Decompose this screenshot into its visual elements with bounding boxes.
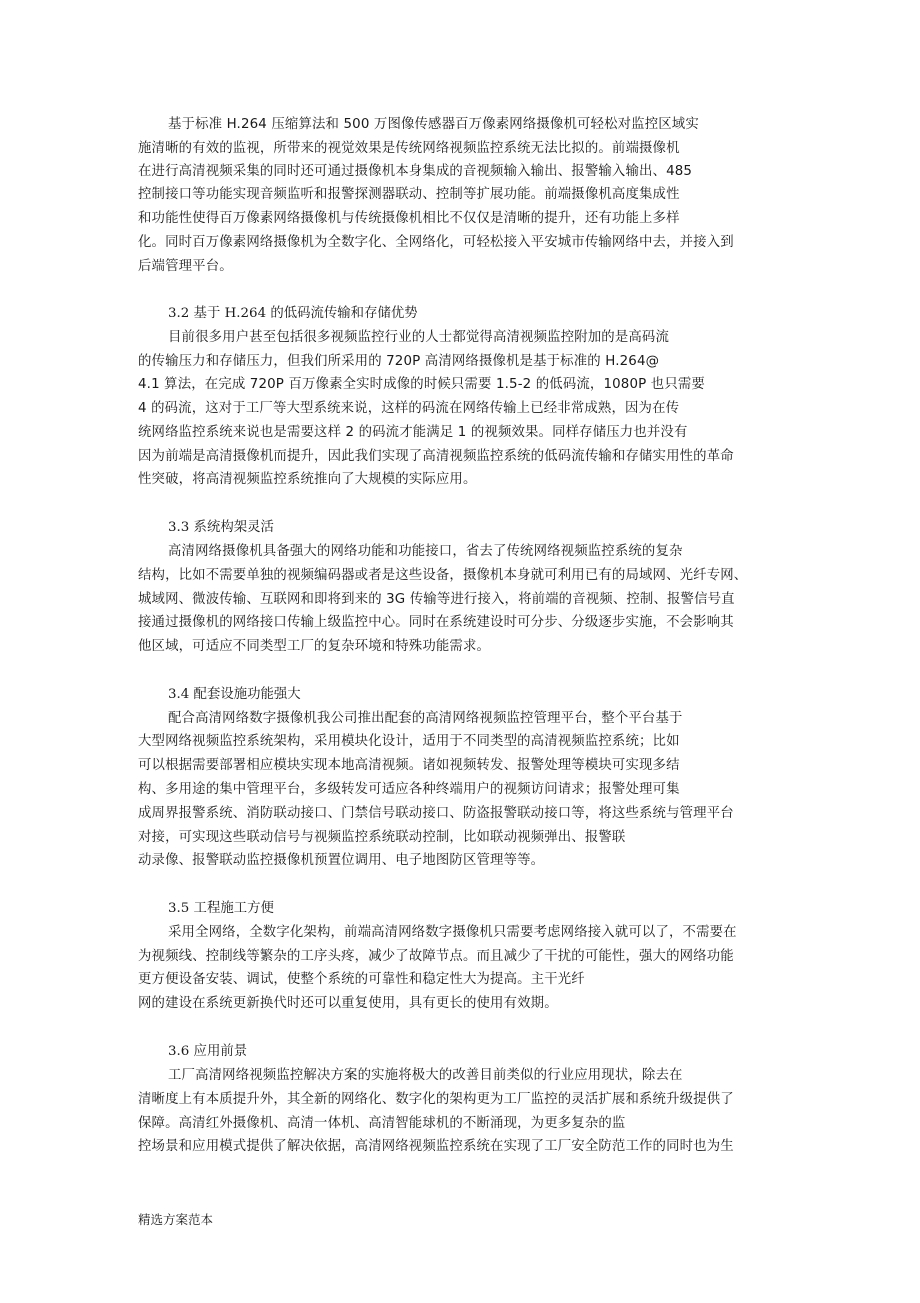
page-footer: 精选方案范本 — [138, 1212, 214, 1227]
paragraph-line: 后端管理平台。 — [138, 259, 233, 274]
paragraph-line: 构、多用途的集中管理平台，多级转发可适应各种终端用户的视频访问请求；报警处理可集 — [138, 782, 680, 797]
paragraph-line: 高清网络摄像机具备强大的网络功能和功能接口，省去了传统网络视频监控系统的复杂 — [168, 544, 683, 559]
paragraph-line: 为视频线、控制线等繁杂的工序头疼，减少了故障节点。而且减少了干扰的可能性，强大的网络功能 — [138, 949, 734, 964]
section-heading-3-3: 3.3 系统构架灵活 — [168, 520, 274, 535]
paragraph-line: 的传输压力和存储压力，但我们所采用的 720P 高清网络摄像机是基于标准的 H.264@ — [138, 354, 660, 369]
paragraph-line: 大型网络视频监控系统架构，采用模块化设计，适用于不同类型的高清视频监控系统；比如 — [138, 734, 680, 749]
paragraph-line: 动录像、报警联动监控摄像机预置位调用、电子地图防区管理等等。 — [138, 853, 545, 868]
paragraph-line: 4 的码流，这对于工厂等大型系统来说，这样的码流在网络传输上已经非常成熟，因为在传 — [138, 401, 680, 416]
paragraph-line: 和功能性使得百万像素网络摄像机与传统摄像机相比不仅仅是清晰的提升，还有功能上多样 — [138, 211, 680, 226]
paragraph-line: 性突破，将高清视频监控系统推向了大规模的实际应用。 — [138, 472, 477, 487]
paragraph-line: 接通过摄像机的网络接口传输上级监控中心。同时在系统建设时可分步、分级逐步实施，不会影响其 — [138, 615, 734, 630]
paragraph-line: 控制接口等功能实现音频监听和报警探测器联动、控制等扩展功能。前端摄像机高度集成性 — [138, 187, 680, 202]
paragraph-line: 清晰度上有本质提升外，其全新的网络化、数字化的架构更为工厂监控的灵活扩展和系统升级提供了 — [138, 1092, 734, 1107]
paragraph-line: 可以根据需要部署相应模块实现本地高清视频。诸如视频转发、报警处理等模块可实现多结 — [138, 758, 680, 773]
paragraph-line: 保障。高清红外摄像机、高清一体机、高清智能球机的不断涌现，为更多复杂的监 — [138, 1116, 626, 1131]
section-heading-3-2: 3.2 基于 H.264 的低码流传输和存储优势 — [168, 306, 418, 321]
paragraph-line: 工厂高清网络视频监控解决方案的实施将极大的改善目前类似的行业应用现状，除去在 — [168, 1068, 683, 1083]
paragraph-line: 控场景和应用模式提供了解决依据，高清网络视频监控系统在实现了工厂安全防范工作的同时也为生 — [138, 1139, 734, 1154]
paragraph-line: 4.1 算法，在完成 720P 百万像素全实时成像的时候只需要 1.5-2 的低码流，1080P 也只需要 — [138, 377, 705, 392]
paragraph-line: 更方便设备安装、调试，使整个系统的可靠性和稳定性大为提高。主干光纤 — [138, 972, 585, 987]
section-heading-3-4: 3.4 配套设施功能强大 — [168, 687, 301, 702]
paragraph-line: 配合高清网络数字摄像机我公司推出配套的高清网络视频监控管理平台，整个平台基于 — [168, 711, 683, 726]
paragraph-line: 统网络监控系统来说也是需要这样 2 的码流才能满足 1 的视频效果。同样存储压力也并没有 — [138, 425, 688, 440]
paragraph-line: 基于标准 H.264 压缩算法和 500 万图像传感器百万像素网络摄像机可轻松对监控区域实 — [168, 117, 699, 132]
section-heading-3-6: 3.6 应用前景 — [168, 1044, 248, 1059]
paragraph-line: 施清晰的有效的监视，所带来的视觉效果是传统网络视频监控系统无法比拟的。前端摄像机 — [138, 141, 680, 156]
paragraph-line: 他区域，可适应不同类型工厂的复杂环境和特殊功能需求。 — [138, 639, 491, 654]
paragraph-line: 对接，可实现这些联动信号与视频监控系统联动控制，比如联动视频弹出、报警联 — [138, 830, 626, 845]
paragraph-line: 成周界报警系统、消防联动接口、门禁信号联动接口、防盗报警联动接口等，将这些系统与管理平台 — [138, 806, 734, 821]
paragraph-line: 目前很多用户甚至包括很多视频监控行业的人士都觉得高清视频监控附加的是高码流 — [168, 330, 670, 345]
paragraph-line: 采用全网络，全数字化架构，前端高清网络数字摄像机只需要考虑网络接入就可以了，不需要在 — [168, 925, 737, 940]
section-heading-3-5: 3.5 工程施工方便 — [168, 901, 274, 916]
paragraph-line: 网的建设在系统更新换代时还可以重复使用，具有更长的使用有效期。 — [138, 996, 558, 1011]
paragraph-line: 化。同时百万像素网络摄像机为全数字化、全网络化，可轻松接入平安城市传输网络中去，并接入到 — [138, 235, 734, 250]
paragraph-line: 结构，比如不需要单独的视频编码器或者是这些设备，摄像机本身就可利用已有的局域网、光纤专网、 — [138, 568, 748, 583]
paragraph-line: 因为前端是高清摄像机而提升，因此我们实现了高清视频监控系统的低码流传输和存储实用性的革命 — [138, 449, 734, 464]
paragraph-line: 在进行高清视频采集的同时还可通过摄像机本身集成的音视频输入输出、报警输入输出、485 — [138, 164, 693, 179]
paragraph-line: 城域网、微波传输、互联网和即将到来的 3G 传输等进行接入，将前端的音视频、控制、报警信号直 — [138, 592, 735, 607]
